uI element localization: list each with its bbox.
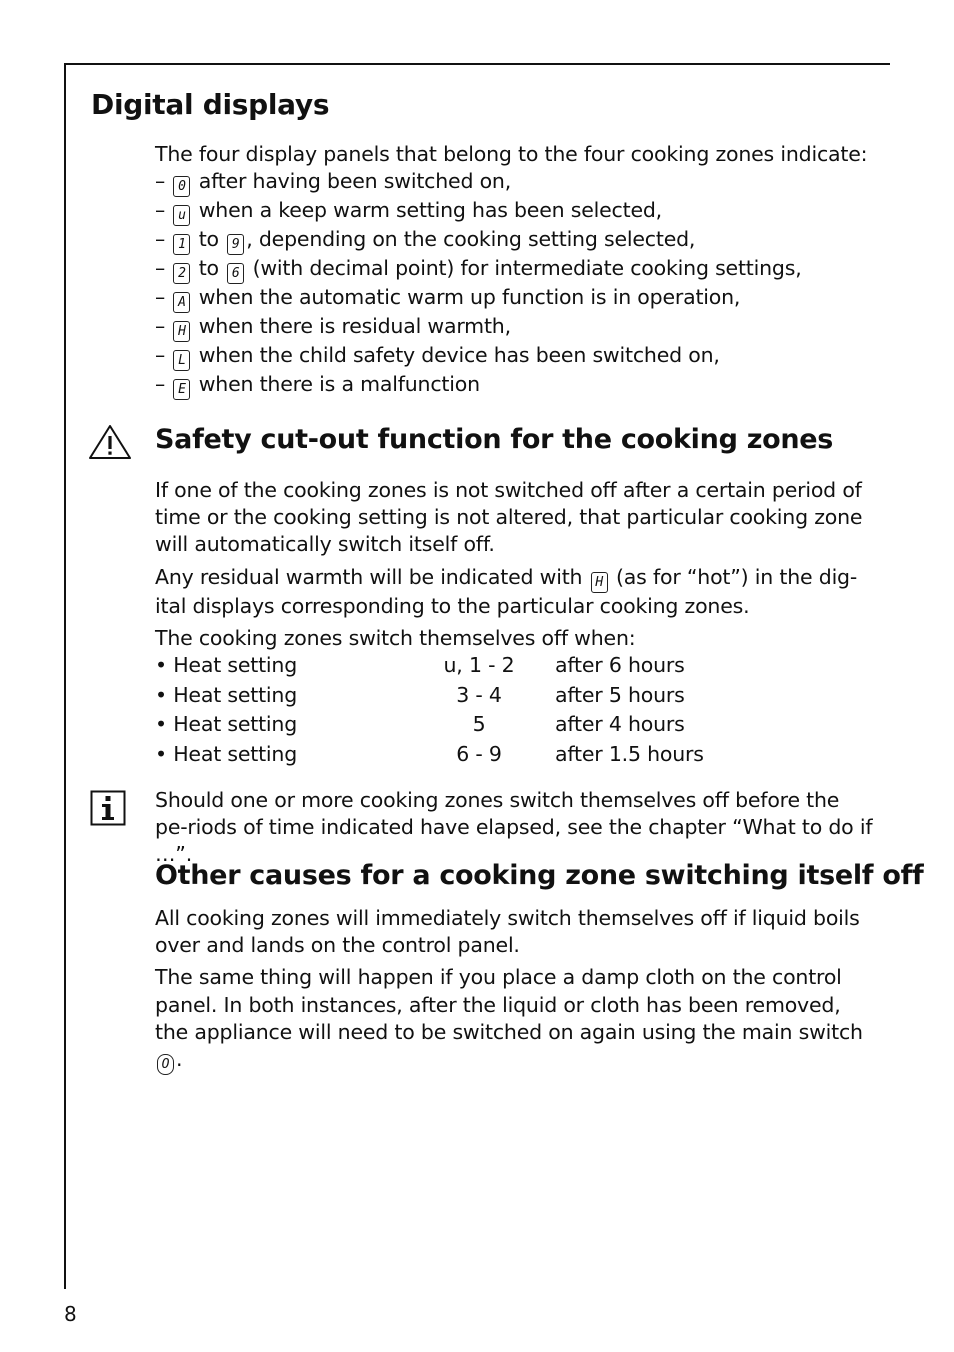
safety-para-1: If one of the cooking zones is not switched off after a certain period of time or the cooking setting is not altered, that particular cooking zone will automatically switch itself off. xyxy=(155,478,863,557)
display-symbol-icon: H xyxy=(173,321,190,342)
schedule-time: after 4 hours xyxy=(555,712,685,737)
schedule-setting: u, 1 - 2 xyxy=(443,653,515,677)
schedule-time: after 5 hours xyxy=(555,682,685,707)
info-note-text: Should one or more cooking zones switch themselves off before the pe-riods of time indicated have elapsed, see the chapter “What to do if …”. xyxy=(155,788,873,867)
display-symbol-icon: 2 xyxy=(173,263,190,284)
schedule-setting: 5 xyxy=(472,712,486,737)
other-causes-para-1: All cooking zones will immediately switch themselves off if liquid boils over and lands on the control panel. xyxy=(155,906,860,958)
schedule-time: after 6 hours xyxy=(555,653,685,677)
frame-top-rule xyxy=(64,63,890,65)
list-item: – H when there is residual warmth, xyxy=(155,313,875,342)
info-note xyxy=(155,787,875,869)
display-symbol-icon: 9 xyxy=(227,234,244,255)
list-item: – L when the child safety device has been switched on, xyxy=(155,342,875,371)
list-item: – A when the automatic warm up function is in operation, xyxy=(155,284,875,313)
display-symbol-icon: 1 xyxy=(173,234,190,255)
schedule-setting: 6 - 9 xyxy=(456,741,502,766)
safety-cut-out-body xyxy=(155,477,875,652)
frame-left-rule xyxy=(64,63,66,1289)
main-switch-icon: O xyxy=(157,1054,174,1075)
display-symbol-icon: E xyxy=(173,379,190,400)
digital-displays-intro: The four display panels that belong to the four cooking zones indicate: xyxy=(155,142,868,166)
info-icon xyxy=(90,790,126,826)
heading-other-causes: Other causes for a cooking zone switching itself off xyxy=(155,860,924,891)
list-item: – u when a keep warm setting has been selected, xyxy=(155,197,875,226)
schedule-label: • Heat setting xyxy=(155,741,298,766)
warning-icon xyxy=(88,424,132,460)
heading-safety-cut-out: Safety cut-out function for the cooking zones xyxy=(155,424,834,455)
display-symbol-icon: 0 xyxy=(173,176,190,197)
schedule-label: • Heat setting xyxy=(155,712,298,737)
schedule-setting: 3 - 4 xyxy=(456,682,502,707)
display-symbol-icon: u xyxy=(173,205,190,226)
schedule-label: • Heat setting xyxy=(155,682,298,707)
page-number: 8 xyxy=(64,1302,77,1326)
display-symbol-icon: A xyxy=(173,292,190,313)
list-item: – E when there is a malfunction xyxy=(155,371,875,400)
digital-displays-body xyxy=(155,141,875,400)
other-causes-body xyxy=(155,905,875,1075)
list-item: – 2 to 6 (with decimal point) for intermediate cooking settings, xyxy=(155,255,875,284)
schedule-label: • Heat setting xyxy=(155,653,298,677)
list-item: – 0 after having been switched on, xyxy=(155,168,875,197)
display-symbol-icon: L xyxy=(173,350,190,371)
display-symbol-icon: 6 xyxy=(227,263,244,284)
safety-para-3: The cooking zones switch themselves off when: xyxy=(155,625,636,650)
heading-digital-displays: Digital displays xyxy=(91,88,330,121)
list-item: – 1 to 9 , depending on the cooking setting selected, xyxy=(155,226,875,255)
display-symbol-icon: H xyxy=(591,572,608,593)
other-causes-para-2: The same thing will happen if you place a damp cloth on the control panel. In both instances, after the liquid or cloth has been removed, the appliance will need to be switched on again using the main switch O . xyxy=(155,964,875,1075)
safety-para-2: Any residual warmth will be indicated with H (as for “hot”) in the dig-ital displays corresponding to the particular cooking zones. xyxy=(155,564,858,618)
schedule-time: after 1.5 hours xyxy=(555,741,704,766)
